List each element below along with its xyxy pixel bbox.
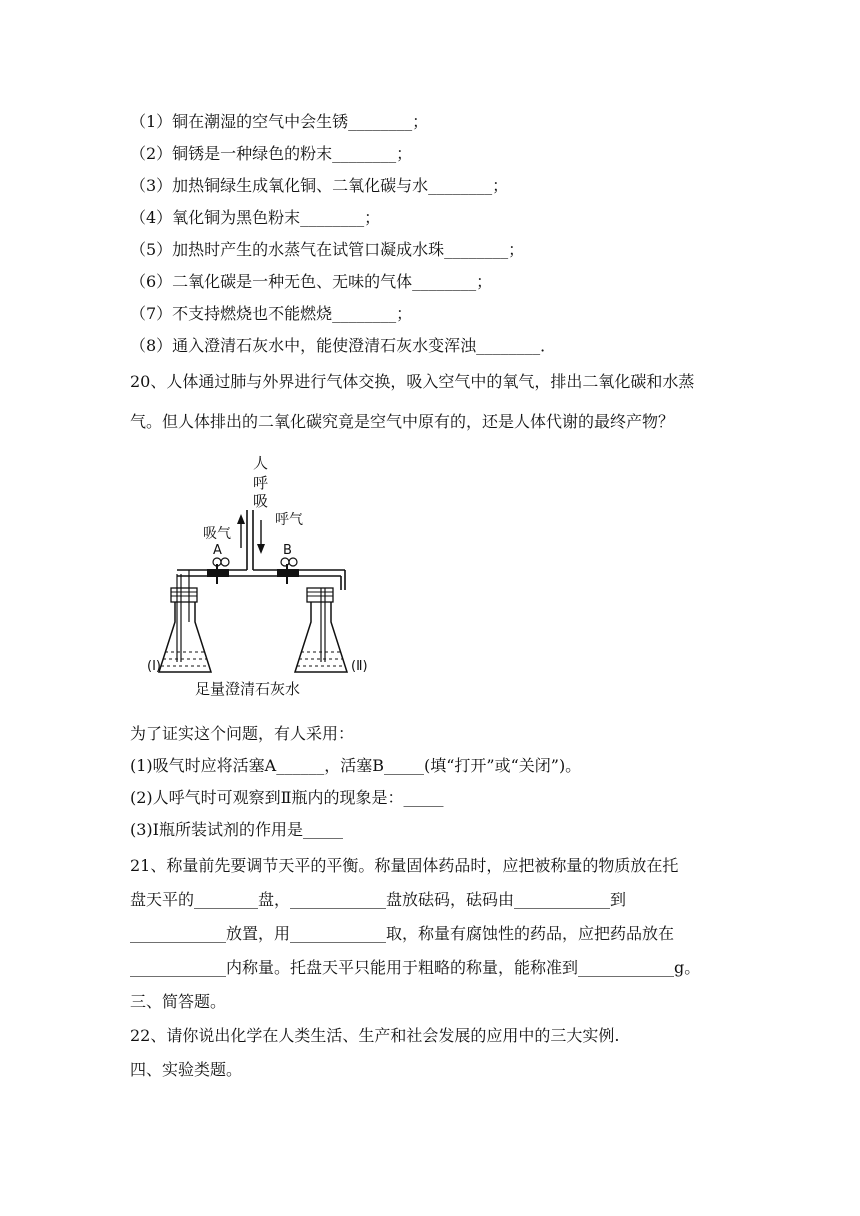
exhale-label: 呼气 bbox=[275, 512, 303, 528]
question-19-item-6: （6）二氧化碳是一种无色、无味的气体________； bbox=[130, 272, 493, 291]
question-20-part-2: (2)人呼气时可观察到Ⅱ瓶内的现象是：_____ bbox=[130, 788, 444, 807]
flask-2-label: (Ⅱ) bbox=[351, 659, 368, 674]
question-21-text-line-3: ____________放置，用____________取，称量有腐蚀性的药品，应把药品放在 bbox=[130, 924, 675, 943]
question-19-item-1: （1）铜在潮湿的空气中会生锈________； bbox=[130, 112, 429, 131]
breathing-apparatus-diagram bbox=[147, 450, 395, 700]
diagram-label-hu: 呼 bbox=[253, 474, 269, 492]
inhale-label: 吸气 bbox=[203, 526, 231, 542]
question-19-item-8: （8）通入澄清石灰水中，能使澄清石灰水变浑浊________． bbox=[130, 336, 557, 355]
question-20-text-line-1: 20、人体通过肺与外界进行气体交换，吸入空气中的氧气，排出二氧化碳和水蒸 bbox=[130, 372, 695, 391]
question-22-text: 22、请你说出化学在人类生活、生产和社会发展的应用中的三大实例. bbox=[130, 1026, 620, 1045]
question-20-part-1: (1)吸气时应将活塞A______，活塞B_____(填“打开”或“关闭”)。 bbox=[130, 756, 582, 775]
question-19-item-5: （5）加热时产生的水蒸气在试管口凝成水珠________； bbox=[130, 240, 525, 259]
section-4-heading: 四、实验类题。 bbox=[130, 1060, 243, 1079]
diagram-caption: 足量澄清石灰水 bbox=[195, 680, 301, 698]
flask-1 bbox=[159, 570, 211, 672]
diagram-label-xi: 吸 bbox=[253, 492, 269, 510]
diagram-label-ren: 人 bbox=[253, 454, 269, 472]
question-21-text-line-4: ____________内称量。托盘天平只能用于粗略的称量，能称准到____________g。 bbox=[130, 958, 701, 977]
question-20-part-3: (3)Ⅰ瓶所装试剂的作用是_____ bbox=[130, 820, 343, 839]
question-20-text-line-2: 气。但人体排出的二氧化碳究竟是空气中原有的，还是人体代谢的最终产物？ bbox=[130, 412, 675, 431]
valve-a-label: A bbox=[213, 543, 222, 558]
question-21-text-line-2: 盘天平的________盘，____________盘放砝码，砝码由____________到 bbox=[130, 890, 627, 909]
flask-1-label: (I) bbox=[147, 659, 161, 674]
flask-2 bbox=[295, 588, 347, 672]
question-19-item-4: （4）氧化铜为黑色粉末________； bbox=[130, 208, 381, 227]
valve-b-label: B bbox=[283, 543, 292, 558]
section-3-heading: 三、简答题。 bbox=[130, 992, 227, 1011]
question-20-intro: 为了证实这个问题，有人采用： bbox=[130, 724, 355, 743]
question-19-item-3: （3）加热铜绿生成氧化铜、二氧化碳与水________； bbox=[130, 176, 509, 195]
question-19-item-7: （7）不支持燃烧也不能燃烧________； bbox=[130, 304, 413, 323]
question-19-item-2: （2）铜锈是一种绿色的粉末________； bbox=[130, 144, 413, 163]
question-21-text-line-1: 21、称量前先要调节天平的平衡。称量固体药品时，应把被称量的物质放在托 bbox=[130, 856, 679, 875]
